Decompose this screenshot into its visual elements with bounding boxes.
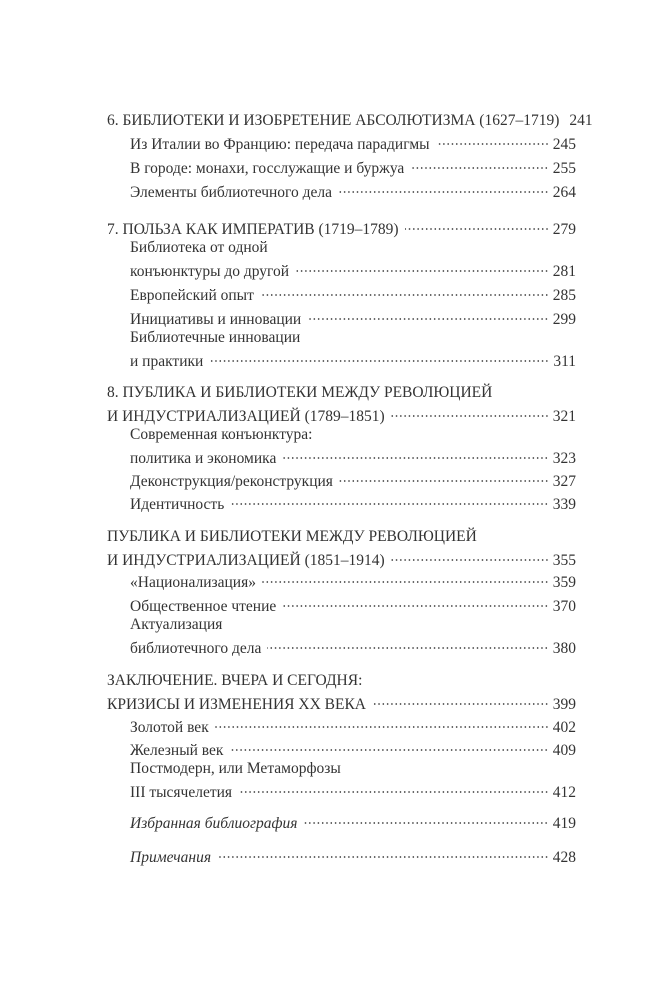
page-number: 380 bbox=[552, 640, 576, 657]
toc-section bbox=[130, 736, 576, 760]
toc-chapter bbox=[107, 527, 576, 570]
toc-title-line: 7. ПОЛЬЗА КАК ИМПЕРАТИВ (1719–1789) bbox=[107, 221, 399, 238]
toc-section bbox=[130, 843, 576, 867]
toc-section bbox=[130, 568, 576, 592]
toc-title-line: КРИЗИСЫ И ИЗМЕНЕНИЯ XX ВЕКА bbox=[107, 696, 366, 713]
page-number: 299 bbox=[552, 311, 576, 328]
toc-row bbox=[107, 402, 576, 426]
page-number: 399 bbox=[552, 696, 576, 713]
toc-section bbox=[130, 130, 576, 154]
toc-chapter bbox=[107, 215, 576, 239]
page-number: 339 bbox=[552, 496, 576, 513]
toc-row bbox=[107, 690, 576, 714]
dot-leader bbox=[372, 690, 549, 709]
toc-title-line: Библиотечные инновации bbox=[130, 329, 301, 346]
toc-title-line: Железный век bbox=[130, 742, 224, 759]
toc-row bbox=[107, 215, 576, 239]
toc-chapter bbox=[107, 106, 593, 130]
page-number: 327 bbox=[552, 473, 576, 490]
dot-leader bbox=[229, 736, 548, 755]
dot-leader bbox=[217, 843, 549, 862]
page-number: 281 bbox=[552, 263, 576, 280]
page-number: 264 bbox=[552, 184, 576, 201]
toc-title-line: Идентичность bbox=[130, 496, 225, 513]
toc-section bbox=[130, 425, 576, 468]
dot-leader bbox=[307, 305, 549, 324]
dot-leader bbox=[260, 281, 549, 300]
dot-leader bbox=[338, 178, 549, 197]
page-number: 311 bbox=[553, 353, 576, 370]
toc-section bbox=[130, 615, 576, 658]
page-number: 402 bbox=[552, 719, 576, 736]
toc-row bbox=[130, 778, 576, 802]
dot-leader bbox=[391, 402, 549, 421]
dot-leader bbox=[209, 347, 549, 366]
dot-leader bbox=[391, 546, 549, 565]
toc-title-line: ЗАКЛЮЧЕНИЕ. ВЧЕРА И СЕГОДНЯ: bbox=[107, 672, 363, 689]
dot-leader bbox=[405, 215, 549, 234]
page-number: 355 bbox=[552, 552, 576, 569]
toc-row bbox=[130, 130, 576, 154]
page-number: 419 bbox=[552, 815, 576, 832]
toc-row bbox=[130, 467, 576, 491]
toc-row bbox=[130, 713, 576, 737]
page-number: 359 bbox=[552, 574, 576, 591]
toc-section bbox=[130, 467, 576, 491]
toc-title-line: И ИНДУСТРИАЛИЗАЦИЕЙ (1789–1851) bbox=[107, 408, 385, 425]
toc-title-line: конъюнктуры до другой bbox=[130, 263, 290, 280]
page-number: 285 bbox=[552, 287, 576, 304]
page-number: 245 bbox=[552, 136, 576, 153]
dot-leader bbox=[215, 713, 549, 732]
toc-title-line: и практики bbox=[130, 353, 204, 370]
toc-title-line: И ИНДУСТРИАЛИЗАЦИЕЙ (1851–1914) bbox=[107, 552, 385, 569]
dot-leader bbox=[436, 130, 549, 149]
page-number: 323 bbox=[552, 450, 576, 467]
toc-row bbox=[130, 634, 576, 658]
toc-row bbox=[130, 490, 576, 514]
toc-row bbox=[130, 281, 576, 305]
toc-row bbox=[130, 257, 576, 281]
toc-row bbox=[130, 843, 576, 867]
toc-title-line: 6. БИБЛИОТЕКИ И ИЗОБРЕТЕНИЕ АБСОЛЮТИЗМА (1627–1719) bbox=[107, 112, 560, 129]
page-number: 412 bbox=[552, 784, 576, 801]
toc-row bbox=[107, 546, 576, 570]
toc-title-line: Примечания bbox=[130, 849, 212, 866]
toc-title-line: Европейский опыт bbox=[130, 287, 254, 304]
toc-row bbox=[130, 736, 576, 760]
toc-title-line: библиотечного дела bbox=[130, 640, 262, 657]
dot-leader bbox=[303, 809, 548, 828]
toc-row bbox=[130, 154, 576, 178]
toc-chapter bbox=[107, 383, 576, 426]
toc-section bbox=[130, 154, 576, 178]
toc-row bbox=[130, 178, 576, 202]
toc-section bbox=[130, 281, 576, 305]
toc-title-line: Библиотека от одной bbox=[130, 239, 268, 256]
page-number: 321 bbox=[552, 408, 576, 425]
toc-title-line: 8. ПУБЛИКА И БИБЛИОТЕКИ МЕЖДУ РЕВОЛЮЦИЕЙ bbox=[107, 384, 493, 401]
dot-leader bbox=[267, 634, 548, 653]
page-number: 428 bbox=[552, 849, 576, 866]
toc-section bbox=[130, 178, 576, 202]
toc-title-line: III тысячелетия bbox=[130, 784, 233, 801]
toc-row bbox=[130, 568, 576, 592]
toc-title-line: Постмодерн, или Метаморфозы bbox=[130, 760, 341, 777]
toc-section bbox=[130, 713, 576, 737]
dot-leader bbox=[238, 778, 549, 797]
toc-section bbox=[130, 809, 576, 833]
page-number: 370 bbox=[552, 598, 576, 615]
toc-title-line: Современная конъюнктура: bbox=[130, 426, 313, 443]
toc-title-line: Элементы библиотечного дела bbox=[130, 184, 333, 201]
toc-chapter bbox=[107, 671, 576, 714]
page-number: 241 bbox=[569, 112, 593, 129]
toc-section bbox=[130, 305, 576, 329]
dot-leader bbox=[262, 568, 549, 587]
toc-title-line: Избранная библиография bbox=[130, 815, 298, 832]
toc-title-line: Инициативы и инновации bbox=[130, 311, 302, 328]
dot-leader bbox=[230, 490, 548, 509]
toc-section bbox=[130, 328, 576, 371]
toc-section bbox=[130, 759, 576, 802]
toc-section bbox=[130, 490, 576, 514]
toc-row bbox=[130, 305, 576, 329]
page-number: 279 bbox=[552, 221, 576, 238]
page-number: 409 bbox=[552, 742, 576, 759]
toc-row bbox=[130, 347, 576, 371]
toc-title-line: Из Италии во Францию: передача парадигмы bbox=[130, 136, 430, 153]
toc-row bbox=[107, 106, 593, 130]
dot-leader bbox=[282, 592, 549, 611]
toc-title-line: Общественное чтение bbox=[130, 598, 277, 615]
toc-title-line: Золотой век bbox=[130, 719, 209, 736]
toc-row bbox=[130, 809, 576, 833]
dot-leader bbox=[295, 257, 549, 276]
toc-section bbox=[130, 238, 576, 281]
dot-leader bbox=[410, 154, 548, 173]
toc-section bbox=[130, 592, 576, 616]
page-number: 255 bbox=[552, 160, 576, 177]
toc-title-line: политика и экономика bbox=[130, 450, 277, 467]
toc-title-line: Деконструкция/реконструкция bbox=[130, 473, 333, 490]
toc-row bbox=[130, 444, 576, 468]
toc-title-line: В городе: монахи, госслужащие и буржуа bbox=[130, 160, 405, 177]
toc-title-line: ПУБЛИКА И БИБЛИОТЕКИ МЕЖДУ РЕВОЛЮЦИЕЙ bbox=[107, 528, 477, 545]
dot-leader bbox=[282, 444, 548, 463]
toc-title-line: Актуализация bbox=[130, 616, 223, 633]
dot-leader bbox=[339, 467, 549, 486]
toc-row bbox=[130, 592, 576, 616]
toc-title-line: «Национализация» bbox=[130, 574, 256, 591]
